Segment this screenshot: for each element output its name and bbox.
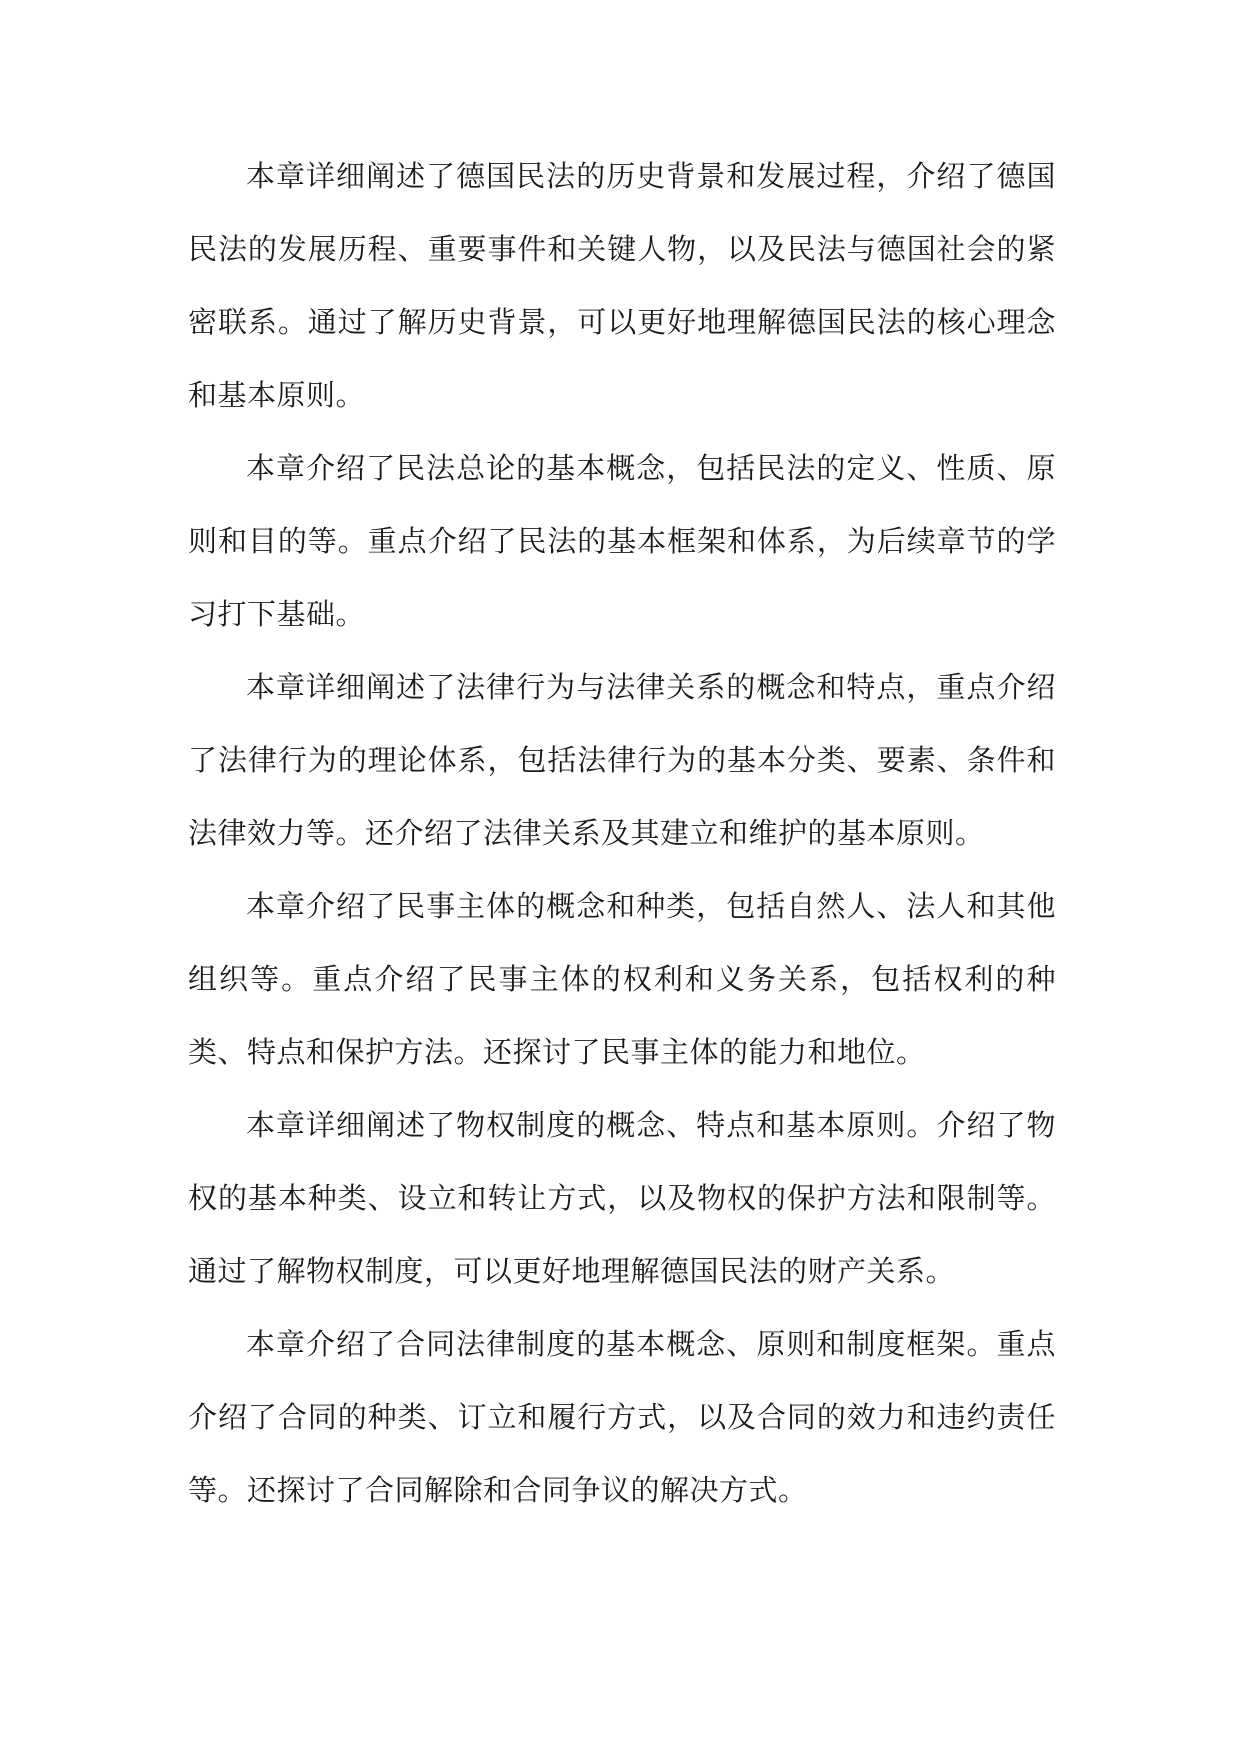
paragraph-1: 本章详细阐述了德国民法的历史背景和发展过程，介绍了德国民法的发展历程、重要事件和关键人物，以及民法与德国社会的紧密联系。通过了解历史背景，可以更好地理解德国民法的核心理念和基本原则。 (188, 159, 1056, 412)
document-body (188, 140, 1056, 1527)
paragraph-5: 本章详细阐述了物权制度的概念、特点和基本原则。介绍了物权的基本种类、设立和转让方式，以及物权的保护方法和限制等。通过了解物权制度，可以更好地理解德国民法的财产关系。 (188, 1108, 1056, 1288)
paragraph-6: 本章介绍了合同法律制度的基本概念、原则和制度框架。重点介绍了合同的种类、订立和履行方式，以及合同的效力和违约责任等。还探讨了合同解除和合同争议的解决方式。 (188, 1327, 1056, 1507)
paragraph-2: 本章介绍了民法总论的基本概念，包括民法的定义、性质、原则和目的等。重点介绍了民法的基本框架和体系，为后续章节的学习打下基础。 (188, 451, 1056, 631)
paragraph-3: 本章详细阐述了法律行为与法律关系的概念和特点，重点介绍了法律行为的理论体系，包括法律行为的基本分类、要素、条件和法律效力等。还介绍了法律关系及其建立和维护的基本原则。 (188, 670, 1056, 850)
paragraph-4: 本章介绍了民事主体的概念和种类，包括自然人、法人和其他组织等。重点介绍了民事主体的权利和义务关系，包括权利的种类、特点和保护方法。还探讨了民事主体的能力和地位。 (188, 889, 1056, 1069)
